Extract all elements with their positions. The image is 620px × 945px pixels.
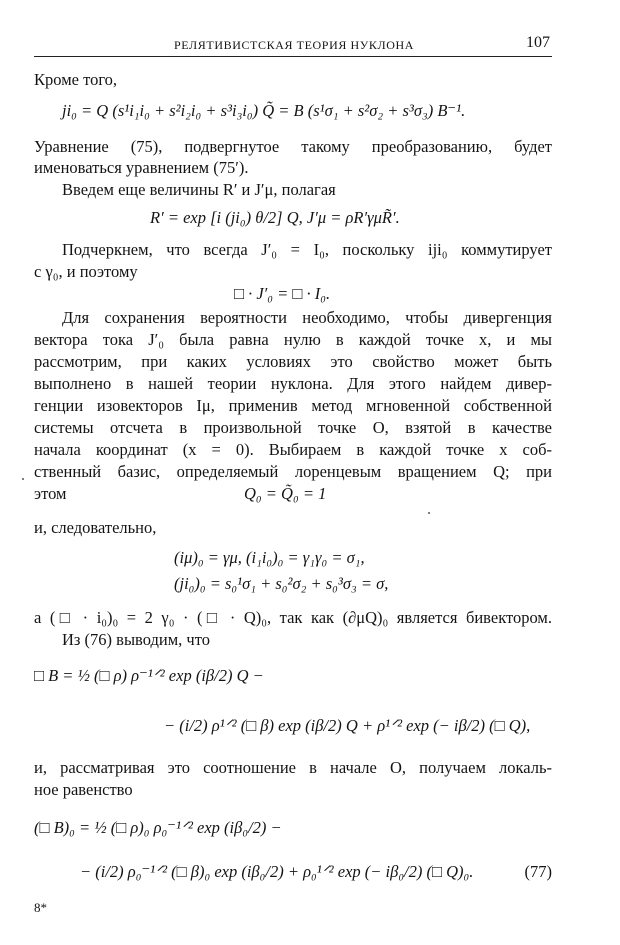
paragraph-intro: Кроме того, bbox=[34, 70, 118, 89]
paragraph-line: Уравнение (75), подвергнутое такому преобразованию, будет bbox=[34, 137, 552, 156]
paragraph-line: генции изовекторов Iμ, применив метод мгновенной собственной bbox=[34, 396, 552, 415]
signature-mark: 8* bbox=[34, 900, 47, 915]
paragraph-line: именоваться уравнением (75′). bbox=[34, 158, 249, 177]
formula-box-b-cont: − (i/2) ρ¹ᐟ² (□ β) exp (iβ/2) Q + ρ¹ᐟ² exp (− iβ/2) (□ Q), bbox=[164, 716, 531, 735]
formula-r-prime: R′ = exp [i (ji₀) θ/2] Q, J′μ = ρR′γμR̃′. bbox=[150, 208, 400, 227]
paragraph-line: Из (76) выводим, что bbox=[62, 630, 210, 649]
running-title: РЕЛЯТИВИСТСКАЯ ТЕОРИЯ НУКЛОНА bbox=[174, 38, 415, 52]
formula-ji0-origin: (ji₀)₀ = s₀¹σ₁ + s₀²σ₂ + s₀³σ₃ = σ, bbox=[174, 574, 389, 593]
paragraph-line: с γ₀, и поэтому bbox=[34, 262, 138, 281]
paragraph-line: а (□ · i₀)₀ = 2 γ₀ · (□ · Q)₀, так как (∂μQ)₀ является бивектором. bbox=[34, 608, 552, 627]
paragraph-line: ное равенство bbox=[34, 780, 133, 799]
paragraph-line: Введем еще величины R′ и J′μ, полагая bbox=[62, 180, 336, 199]
paragraph-line: ственный базис, определяемый лоренцевым вращением Q; при bbox=[34, 462, 552, 481]
formula-i-mu: (iμ)₀ = γμ, (i₁i₀)₀ = γ₁γ₀ = σ₁, bbox=[174, 548, 365, 567]
print-speck bbox=[22, 478, 24, 480]
formula-q0: Q₀ = Q̃₀ = 1 bbox=[244, 484, 327, 503]
paragraph-line: этом bbox=[34, 484, 67, 503]
running-head bbox=[34, 34, 552, 57]
paragraph-line: рассмотрим, при каких условиях это свойство может быть bbox=[34, 352, 552, 371]
formula-local-equality-cont: − (i/2) ρ₀⁻¹ᐟ² (□ β)₀ exp (iβ₀/2) + ρ₀¹ᐟ² exp (− iβ₀/2) (□ Q)₀. bbox=[80, 862, 474, 881]
formula-box-b: □ B = ½ (□ ρ) ρ⁻¹ᐟ² exp (iβ/2) Q − bbox=[34, 666, 264, 685]
print-speck bbox=[428, 512, 430, 514]
paragraph-line: Подчеркнем, что всегда J′₀ = I₀, поскольку iji₀ коммутирует bbox=[62, 240, 552, 259]
paragraph-line: Для сохранения вероятности необходимо, чтобы дивергенция bbox=[62, 308, 552, 327]
paragraph-line: начала координат (x = 0). Выбираем в каждой точке x соб- bbox=[34, 440, 552, 459]
paragraph-line: и, рассматривая это соотношение в начале O, получаем локаль- bbox=[34, 758, 552, 777]
page-number: 107 bbox=[526, 34, 550, 51]
equation-number: (77) bbox=[524, 862, 552, 881]
formula-local-equality: (□ B)₀ = ½ (□ ρ)₀ ρ₀⁻¹ᐟ² exp (iβ₀/2) − bbox=[34, 818, 282, 837]
paragraph-line: выполнено в нашей теории нуклона. Для этого найдем дивер- bbox=[34, 374, 552, 393]
paragraph-line: и, следовательно, bbox=[34, 518, 157, 537]
paragraph-line: вектора тока J′₀ была равна нулю в каждой точке x, и мы bbox=[34, 330, 552, 349]
paragraph-line: системы отсчета в произвольной точке O, взятой в качестве bbox=[34, 418, 552, 437]
formula-divergence: □ · J′₀ = □ · I₀. bbox=[234, 284, 331, 303]
formula-ji0: ji₀ = Q (s¹i₁i₀ + s²i₂i₀ + s³i₃i₀) Q̃ = B (s¹σ₁ + s²σ₂ + s³σ₃) B⁻¹. bbox=[62, 101, 466, 120]
